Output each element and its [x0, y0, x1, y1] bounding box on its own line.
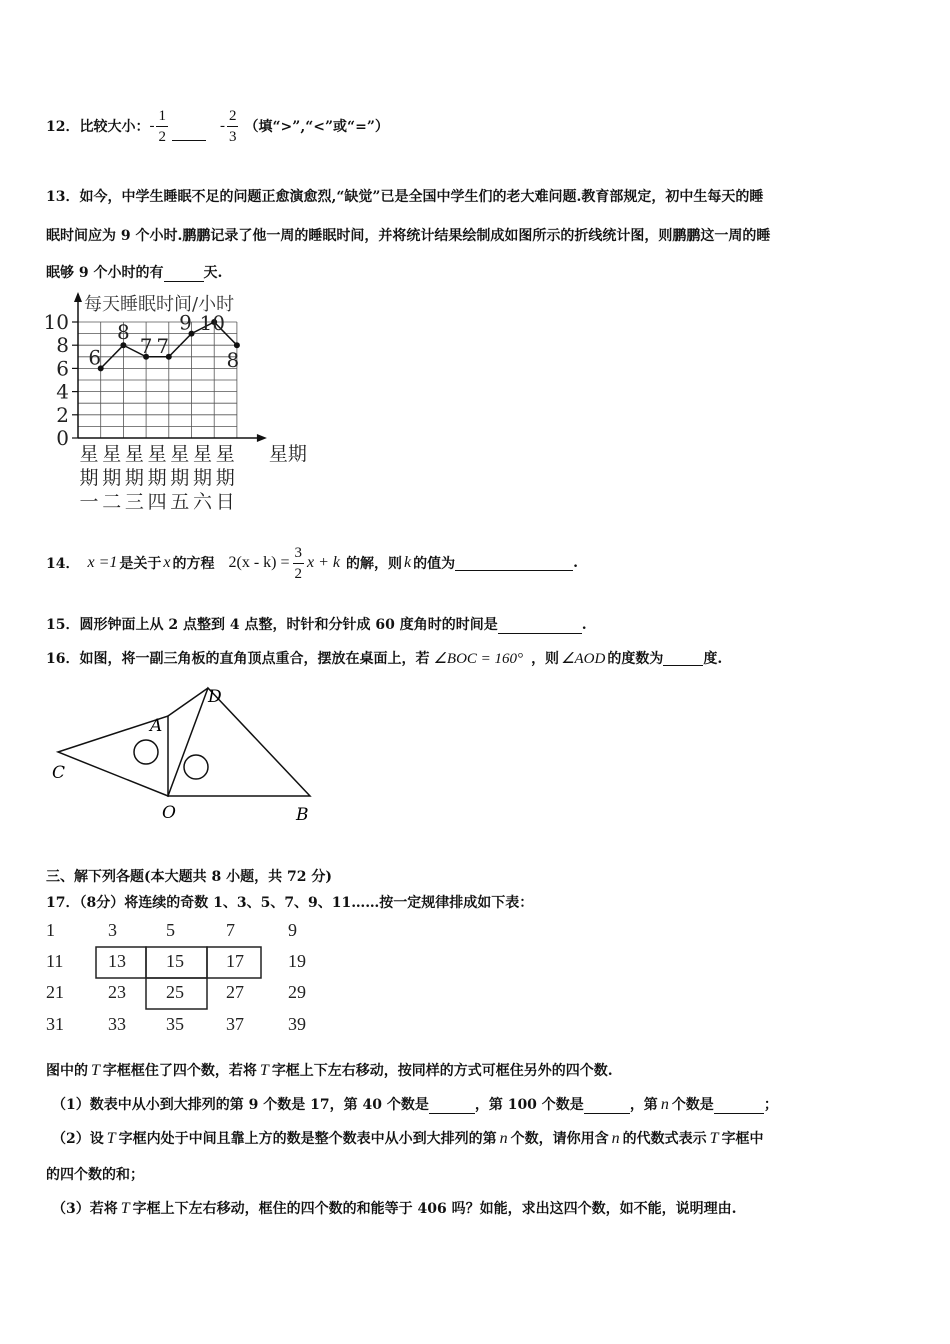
q17-p1-e: ；: [763, 1097, 778, 1113]
line-od-segment: [168, 688, 208, 716]
q17-p3-t: T: [120, 1200, 130, 1217]
table-cell: 1: [46, 920, 55, 940]
q17-p3-a: （3）若将: [52, 1201, 118, 1217]
x-category-label: 二: [102, 491, 122, 513]
q17-p1-b: ，第 100 个数是: [474, 1097, 584, 1113]
chart-title: 每天睡眠时间/小时: [84, 294, 235, 315]
q17-desc-c: 字框上下左右移动，按同样的方式可框住另外的四个数.: [271, 1063, 613, 1079]
q16-text-c: 的度数为: [607, 651, 664, 667]
triangle-figure: [46, 680, 336, 830]
hole-circle-right: [184, 755, 208, 779]
q17-part-2-line-2: 的四个数的和；: [46, 1167, 144, 1183]
q13-line-3-b: 天.: [203, 265, 223, 281]
t-frame-cell-17: [207, 947, 261, 978]
q17-p1-d: 个数是: [671, 1097, 714, 1113]
data-label: 6: [88, 345, 102, 370]
q16-angle-boc: ∠BOC = 160°: [433, 650, 524, 667]
q12-number: 12．: [46, 119, 80, 135]
q17-t-1: T: [91, 1062, 100, 1079]
q12-neg2: -: [219, 117, 225, 134]
q14-number: 14．: [46, 556, 80, 572]
q17-p2-n: n: [499, 1130, 508, 1147]
x-category-label: 期: [79, 467, 99, 489]
q17-p3-b: 字框上下左右移动，框住的四个数的和能等于 406 吗？如能，求出这四个数，如不能，说明理由.: [132, 1201, 737, 1217]
y-tick-label: 2: [56, 402, 69, 427]
label-d: D: [208, 687, 222, 707]
q14-mid: 是关于: [119, 556, 162, 572]
q12-fraction-1: [156, 106, 168, 147]
x-category-label: 日: [215, 491, 235, 513]
y-axis-arrow: [74, 292, 82, 302]
table-cell: 31: [46, 1014, 64, 1034]
q17-p2-e: 字框中: [721, 1131, 764, 1147]
y-tick-label: 6: [56, 356, 69, 381]
x-category-label: 星: [79, 443, 99, 465]
y-tick-label: 4: [56, 379, 69, 404]
q17-intro: 17．（8分）将连续的奇数 1、3、5、7、9、11……按一定规律排成如下表：: [46, 895, 534, 911]
x-category-label: 期: [170, 467, 190, 489]
odd-number-table: [46, 918, 336, 1046]
x-category-label: 三: [124, 491, 144, 513]
hole-circle-left: [134, 740, 158, 764]
q17-p2-b: 字框内处于中间且靠上方的数是整个数表中从小到大排列的第: [118, 1131, 497, 1147]
x-category-label: 星: [170, 443, 190, 465]
q17-p2-t2: T: [709, 1130, 719, 1147]
sleep-line-chart: [40, 288, 310, 513]
table-cell: 33: [108, 1014, 126, 1034]
x-category-label: 期: [192, 467, 213, 489]
q14-var-k: k: [404, 554, 412, 571]
x-category-label: 五: [170, 491, 190, 513]
q14-frac-den: 2: [294, 565, 303, 582]
q13-line-2: 眠时间应为 9 个小时.鹏鹏记录了他一周的睡眠时间，并将统计结果绘制成如图所示的折线统计图，则鹏鹏这一周的睡: [46, 228, 771, 244]
data-label: 7: [139, 333, 153, 358]
data-label: 7: [156, 333, 170, 358]
q17-desc-a: 图中的: [46, 1063, 88, 1079]
q17-p2-t: T: [106, 1130, 116, 1147]
x-category-label: 一: [79, 491, 99, 513]
data-label: 8: [226, 348, 240, 373]
table-cell: 23: [108, 982, 126, 1002]
q14-answer-blank[interactable]: [455, 556, 573, 571]
q16-angle-aod: ∠AOD: [561, 650, 606, 667]
q16-text-b: ，则: [531, 651, 560, 667]
section-3-title: 三、解下列各题(本大题共 8 小题，共 72 分): [46, 869, 332, 885]
table-cell: 35: [166, 1014, 184, 1034]
q14-tail-2: 的值为: [413, 556, 456, 572]
q16-answer-blank[interactable]: [663, 651, 703, 666]
q17-p1-blank-1[interactable]: [429, 1099, 475, 1114]
table-cell: 13: [108, 951, 126, 971]
q17-p1-blank-2[interactable]: [584, 1099, 630, 1114]
table-cell: 37: [226, 1014, 244, 1034]
q14-fraction: [293, 543, 305, 584]
q17-t-2: T: [259, 1062, 269, 1079]
q17-description: [46, 1060, 613, 1080]
q12-frac1-num: 1: [156, 106, 168, 127]
t-frame-cell-15: [146, 947, 207, 978]
y-tick-label: 0: [56, 426, 69, 450]
q13-line-3-a: 眠够 9 个小时的有: [46, 265, 164, 281]
q13-answer-blank[interactable]: [164, 267, 204, 282]
x-category-label: 期: [147, 467, 167, 489]
x-category-label: 四: [147, 491, 167, 513]
q17-p1-a: （1）数表中从小到大排列的第 9 个数是 17，第 40 个数是: [52, 1097, 429, 1113]
q12-frac1-den: 2: [158, 128, 166, 145]
q12-answer-blank[interactable]: [172, 126, 206, 141]
x-category-label: 期: [124, 467, 144, 489]
q17-p2-c: 个数，请你用含: [510, 1131, 609, 1147]
q14-mid2: 的方程: [172, 556, 215, 572]
q14-var-x: x: [163, 554, 171, 571]
y-tick-label: 10: [43, 310, 69, 334]
q17-p1-c: ，第: [629, 1097, 658, 1113]
q17-p2-a: （2）设: [52, 1131, 104, 1147]
x-category-label: 星: [147, 443, 167, 465]
table-cell: 21: [46, 982, 64, 1002]
q17-part-2: [52, 1128, 764, 1148]
question-15: [46, 614, 587, 634]
table-cell: 39: [288, 1014, 306, 1034]
table-cell: 17: [226, 951, 244, 971]
q16-text-d: 度.: [703, 651, 723, 667]
q16-text-a: 16．如图，将一副三角板的直角顶点重合，摆放在桌面上，若: [46, 651, 430, 667]
q12-hint: （填“>”,“<”或“=”）: [244, 119, 389, 135]
table-cell: 9: [288, 920, 297, 940]
table-cell: 15: [166, 951, 184, 971]
x-category-label: 星: [124, 443, 144, 465]
x-category-label: 星: [192, 443, 213, 465]
q17-part-3: [52, 1198, 737, 1218]
q17-part-1: [52, 1094, 778, 1114]
q12-prefix: 比较大小：: [79, 119, 150, 135]
table-cell: 3: [108, 920, 117, 940]
q14-lhs: x =1: [87, 554, 118, 571]
x-category-label: 期: [215, 467, 235, 489]
question-16: [46, 648, 722, 668]
q12-neg1: -: [149, 117, 155, 134]
label-a: A: [150, 716, 163, 736]
q17-p1-n: n: [660, 1096, 669, 1113]
q17-p2-n2: n: [611, 1130, 620, 1147]
q17-p1-blank-3[interactable]: [714, 1099, 764, 1114]
x-category-label: 六: [192, 491, 213, 513]
q12-fraction-2: [227, 106, 239, 147]
q14-frac-num: 3: [293, 543, 305, 564]
table-cell: 25: [166, 982, 184, 1002]
x-category-label: 星: [102, 443, 122, 465]
t-frame-cell-25: [146, 978, 207, 1009]
q14-eq-left: 2(x - k) =: [228, 554, 290, 571]
t-frame-cell-13: [96, 947, 146, 978]
q15-end: .: [581, 617, 587, 633]
q14-end: .: [573, 555, 578, 571]
table-cell: 29: [288, 982, 306, 1002]
q15-answer-blank[interactable]: [498, 619, 582, 634]
x-category-label: 星: [215, 443, 235, 465]
q17-desc-b: 字框框住了四个数，若将: [102, 1063, 257, 1079]
triangle-bod: [168, 688, 310, 796]
data-label: 8: [117, 320, 130, 345]
table-cell: 19: [288, 951, 306, 971]
label-o: O: [162, 803, 176, 823]
q13-line-3: [46, 262, 222, 282]
table-cell: 5: [166, 920, 175, 940]
q17-p2-d: 的代数式表示: [622, 1131, 707, 1147]
data-label: 9: [179, 310, 192, 335]
q15-text: 15．圆形钟面上从 2 点整到 4 点整，时针和分针成 60 度角时的时间是: [46, 617, 498, 633]
table-cell: 27: [226, 982, 244, 1002]
x-axis-arrow: [257, 434, 267, 442]
table-cell: 7: [226, 920, 235, 940]
label-c: C: [52, 763, 66, 783]
q12-frac2-num: 2: [227, 106, 239, 127]
question-12: [46, 104, 389, 148]
x-axis-label: 星期: [268, 443, 307, 465]
x-category-label: 期: [102, 467, 122, 489]
t-shape-frame: [46, 918, 336, 1046]
label-b: B: [296, 805, 309, 825]
y-tick-label: 8: [56, 333, 69, 358]
data-label: 10: [199, 311, 225, 335]
q14-eq-right: x + k: [307, 554, 341, 571]
table-cell: 11: [46, 951, 64, 971]
q14-tail-1: 的解，则: [346, 556, 403, 572]
q13-line-1: 13．如今，中学生睡眠不足的问题正愈演愈烈,“缺觉”已是全国中学生们的老大难问题.教育部规定，初中生每天的睡: [46, 189, 764, 205]
q12-frac2-den: 3: [228, 128, 237, 145]
question-14: [46, 538, 578, 588]
